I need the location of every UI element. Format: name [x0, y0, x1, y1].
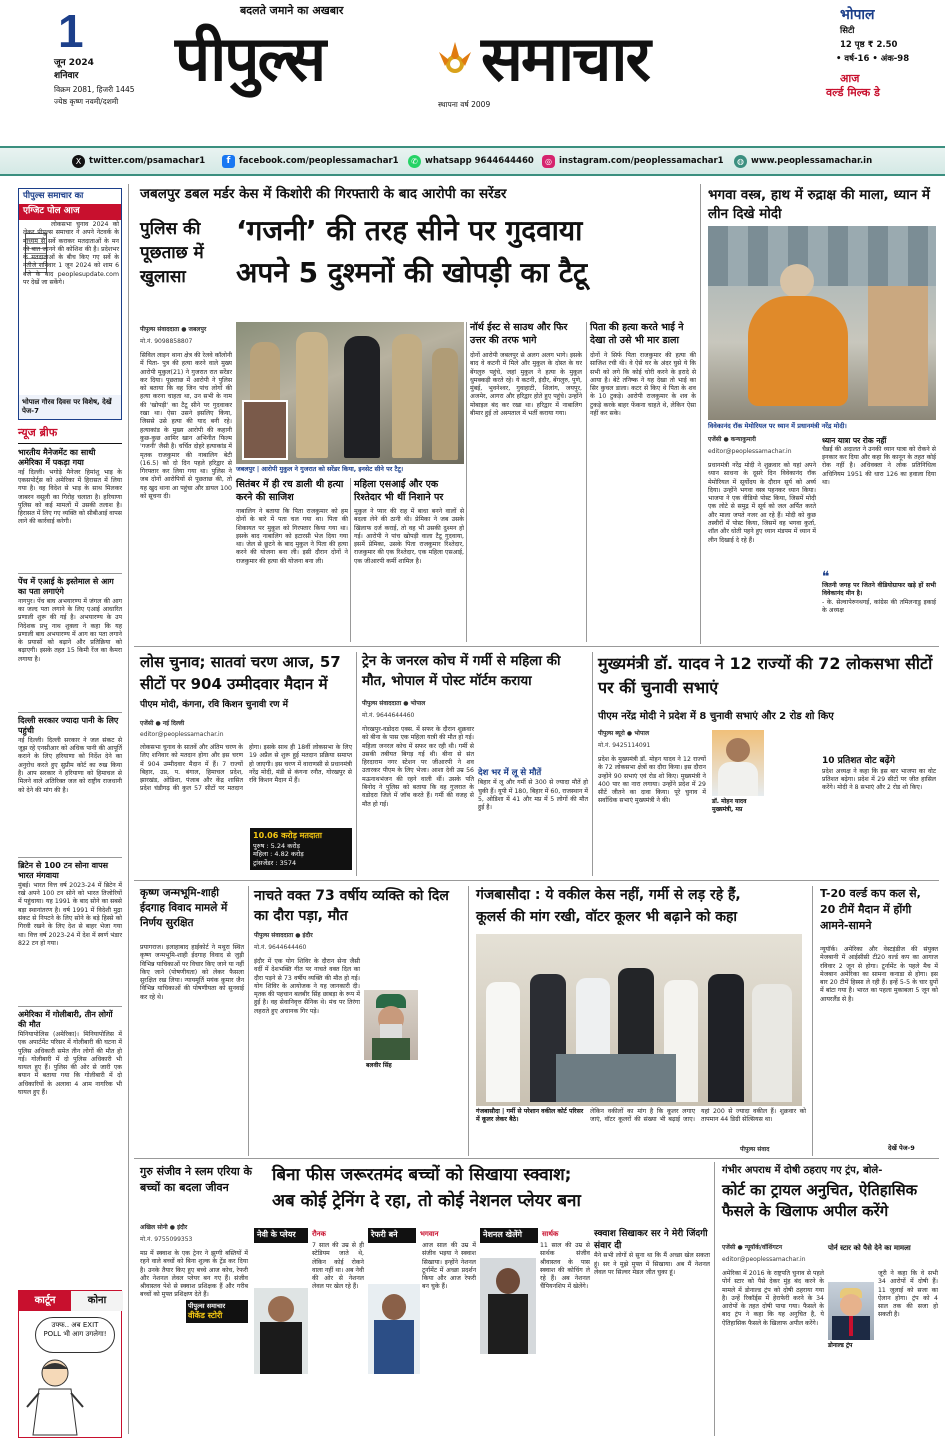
- lead-photo: [236, 322, 464, 464]
- lead-sub1-body: नाबालिग ने बताया कि पिता राजकुमार को हम दोनों के बारे में पता चल गया था। पिता की शिकायत पर मुकुल को गिरफ्तार किया गया था। इसके बाद नाबालिग को इटारसी भेज दिया गया था। जेल से छूटने के बाद मुकुल ने पिता की हत्या करने की योजना बना ली। इसी दौरान दोनों ने राजकुमार की हत्या की योजना बना ली।: [236, 508, 348, 565]
- brief-1-body: नई दिल्ली। भगोड़े मैनेजर हिमांशु भाइ के एकसपोर्ट्स को अमेरिका में हिरासत में लिया गया है। वह विदेश से भाड़ के साथ मिलकर जाबरन वसूली का गिरोह चलाता है। हरियाणा पुलिस को कई मामलों में उसकी तलाश है। हिरासत में लिए गए व्यक्ति को सीबीआई वापस लाने की कार्रवाई करेगी।: [18, 468, 122, 526]
- krishna-headline: कृष्ण जन्मभूमि-शाही ईदगाह विवाद मामले में निर्णय सुरक्षित: [140, 887, 228, 930]
- slum-side-head: गुरु संजीव ने स्लम एरिया के बच्चों का बदला जीवन: [140, 1165, 253, 1194]
- dance-photo: [364, 990, 418, 1060]
- modi-caption: विवेकानंद रॉक मेमोरियल पर ध्यान में प्रधानमंत्री नरेंद्र मोदी।: [708, 422, 847, 430]
- modi-quote: [822, 569, 936, 615]
- election-sub: पीएम मोदी, कंगना, रवि किशन चुनावी रण में: [140, 700, 289, 710]
- exit-poll-box: [18, 188, 122, 420]
- lotus-emblem-icon: [433, 38, 477, 82]
- exit-poll-title2: एग्जिट पोल आज: [19, 204, 121, 220]
- profile-2-tag: रेफरी बने: [368, 1228, 416, 1243]
- edition: भोपाल: [840, 7, 875, 23]
- x-icon: X: [72, 155, 85, 168]
- profile-3-tag: नेशनल खेलेंगे: [480, 1228, 538, 1243]
- profile-3-photo: [480, 1258, 536, 1354]
- cm-side-head: 10 प्रतिशत वोट बढ़ेंगे: [822, 756, 895, 766]
- masthead: [0, 0, 945, 146]
- instagram-handle: instagram.com/peoplessamachar1: [559, 155, 724, 166]
- modi-byline: एजेंसी ● कन्याकुमारी: [708, 436, 756, 443]
- brief-2-body: नागपुर। पेंच बाघ अभयारण्य में जंगल की आग का जल्द पता लगाने के लिए एआई आधारित प्रणाली शुरू की गई है। अभयारण्य के उप निदेशक प्रभु नाथ शुक्ला ने कहा कि यह प्रणाली बाघ अभयारण्य में आग का पता लगाने के प्रयासों को बढ़ाने और प्रतिक्रिया को बढ़ाएगी। इसके तहत 15 किमी रेंज का कैमरा लगाया है।: [18, 597, 122, 663]
- volume: • वर्ष-16 • अंक-98: [836, 54, 910, 64]
- founded-year: स्थापना वर्ष 2009: [438, 100, 491, 109]
- cm-byline: पीपुल्स ब्यूरो ● भोपाल: [598, 730, 650, 737]
- profile-2: [368, 1228, 476, 1436]
- twitter-handle: twitter.com/psamachar1: [89, 155, 206, 166]
- brief-2-head: पेंच में एआई के इस्तेमाल से आग का पता लगाएंगे: [18, 573, 122, 598]
- cm-body: प्रदेश के मुख्यमंत्री डॉ. मोहन यादव ने 12 राज्यों के 72 लोकसभा क्षेत्रों का दौरा किया। इस दौरान उन्होंने 90 सभाएं एवं रोड शो किए। मुख्यमंत्री ने 400 पार का नारा लगाया। उन्होंने प्रदेश में 29 सीटें जीतने का दावा किया। पूरे चुनाव में सर्वाधिक सभाएं मुख्यमंत्री ने की।: [598, 756, 706, 805]
- issue-weekday: शनिवार: [54, 71, 79, 81]
- cm-photo: [712, 730, 764, 796]
- slum-headline-2: अब कोई ट्रेनिंग दे रहा, तो कोई नेशनल प्लेयर बना: [272, 1191, 581, 1211]
- newspaper-logo: [175, 20, 790, 102]
- train-side: [478, 768, 588, 871]
- trump-side-head: पोर्न स्टार को पैसे देने का मामला: [828, 1244, 911, 1252]
- globe-icon: ◍: [734, 155, 747, 168]
- dance-body: इंदौर में एक योग शिविर के दौरान सेना जैसी वर्दी में देशभक्ति गीत पर नाचते वक्त दिल का दौरा पड़ने से 73 वर्षीय व्यक्ति की मौत हो गई। योग शिविर के आयोजक ने यह जानकारी दी। मृतक की पहचान बलबीर सिंह छाबड़ा के रूप में हुई है। वह सेवानिवृत्त सैनिक थे। मंच पर तिरंगा लहराते हुए अचानक गिर पड़े।: [254, 958, 360, 1015]
- trump-email: editor@peoplessamachar.in: [722, 1256, 806, 1263]
- voter-male: पुरुष : 5.24 करोड़: [253, 841, 301, 850]
- whatsapp-icon: ✆: [408, 155, 421, 168]
- election-headline: लोस चुनाव; सातवां चरण आज, 57 सीटों पर 904 उम्मीदवार मैदान में: [140, 653, 341, 693]
- trump-side: [828, 1244, 938, 1253]
- brief-4-body: मुंबई। भारत वित्त वर्ष 2023-24 में ब्रिटेन में रखे अपने 100 टन सोने को भारत तिजोरियों में पहुंचाया। यह 1991 के बाद सोने का सबसे बड़ा स्थानांतरण है। वर्ष 1991 में विदेशी मुद्रा संकट से निपटने के लिए सोने के बड़े हिस्से को गिरवी रखने के लिए देश से बाहर भेजा गया था। वित्त वर्ष 2023-24 में देश में स्वर्ण भंडार 822 टन हो गया।: [18, 881, 122, 947]
- election-stats: [250, 828, 352, 870]
- social-instagram[interactable]: [542, 155, 724, 168]
- trump-photo: [828, 1282, 874, 1340]
- brief-5-body: मिनियापोलिस (अमेरिका)। मिनियापोलिस में एक अपार्टमेंट परिसर में गोलीबारी की घटना में पुलिस अधिकारी समेत तीन लोगों की मौत हो गई। गोलीबारी में दो पुलिस अधिकारी भी घायल हुए हैं। पुलिस की ओर से जारी एक बयान में बताया गया कि गोलीबारी में दो अधिकारियों के अलावा 4 आम नागरिक भी घायल हुए हैं।: [18, 1030, 122, 1097]
- profile-1: [254, 1228, 364, 1436]
- news-brief: [18, 426, 122, 1438]
- ganj-headline-1: गंजबासौदा : ये वकील केस नहीं, गर्मी से लड़ रहे हैं,: [476, 887, 741, 903]
- facebook-icon: f: [222, 155, 235, 168]
- ganj-headline-2: कूलर्स की मांग रखी, वॉटर कूलर भी बढ़ाने को कहा: [476, 909, 738, 925]
- profile-3-body: 11 साल की उम्र से सार्थक संजीव श्रीवास्तव के पास स्क्वाश की कोचिंग ले रहे हैं। अब नेशनल चैंपियनशिप में खेलेंगे।: [540, 1242, 590, 1291]
- social-whatsapp[interactable]: [408, 155, 534, 168]
- social-twitter[interactable]: [72, 155, 205, 168]
- modi-side-head: ध्यान यात्रा पर रोक नहीं: [822, 436, 887, 445]
- city: सिटी: [840, 26, 855, 36]
- issue-day: 1: [58, 5, 84, 57]
- election-byline: एजेंसी ● नई दिल्ली: [140, 720, 185, 727]
- whatsapp-number: whatsapp 9644644460: [425, 155, 534, 166]
- cartoon-label-1: कार्टून: [19, 1291, 71, 1311]
- lead-kicker: जबलपुर डबल मर्डर केस में किशोरी की गिरफ्तारी के बाद आरोपी का सरेंडर: [140, 186, 507, 202]
- lead-sub3-head: नॉर्थ ईस्ट से साउथ और फिर उत्तर की तरफ भागे: [470, 322, 568, 346]
- lead-sub1-head: सितंबर में ही रच डाली थी हत्या करने की साजिश: [236, 479, 344, 504]
- lead-side-head: पुलिस की पूछताछ में खुलासा: [140, 219, 204, 287]
- krishna-body: प्रयागराज। इलाहाबाद हाईकोर्ट ने मथुरा स्थित कृष्ण जन्मभूमि-शाही ईदगाह विवाद से जुड़ी विभिन्न याचिकाओं पर विचार किए जाने या नहीं किए जाने (पोषणीयता) को लेकर फैसला सुरक्षित रख लिया। न्यायमूर्ति मयंक कुमार जैन विभिन्न याचिकाओं की पोषणीयता को सुनवाई कर रहे थे।: [140, 944, 244, 1001]
- today-label: आज: [840, 72, 860, 85]
- facebook-handle: facebook.com/peoplessamachar1: [239, 155, 399, 166]
- train-byline: पीपुल्स संवाददाता ● भोपाल: [362, 700, 426, 707]
- trump-caption: डोनाल्ड ट्रंप: [828, 1342, 853, 1349]
- lead-mobile: मो.नं. 9098858807: [140, 338, 193, 345]
- voter-transgender: ट्रांसजेंडर : 3574: [253, 858, 297, 867]
- profile-1-tag: नेवी के प्लेयर: [254, 1228, 308, 1243]
- slum-quote: [594, 1228, 710, 1412]
- election-email: editor@peoplessamachar.in: [140, 731, 224, 738]
- cartoon-figure-icon: [25, 1355, 85, 1435]
- exit-poll-footer: भोपाल गौरव दिवस पर विशेष, देखें पेज-7: [19, 395, 121, 419]
- t20-body: न्यूयॉर्क। अमेरिका और वेस्टइंडीज की संयुक्त मेजबानी में आईसीसी टी20 वर्ल्ड कप का आगाज रविवार 2 जून से होगा। टूर्नामेंट के पहले मैच में मेजबान अमेरिका का सामना कनाडा से होगा। इस बार 20 टीमें हिस्सा ले रही हैं। इन्हें 5-5 के चार ग्रुपों में बांटा गया है। भारत का पहला मुकाबला 5 जून को आयरलैंड से है।: [820, 946, 938, 1003]
- logo-left: पीपुल्स: [175, 22, 325, 95]
- tagline: बदलते जमाने का अखबार: [240, 4, 344, 17]
- lead-body: सिविल लाइन थाना क्षेत्र की रेलवे कॉलोनी में पिता- पुत्र की हत्या करने वाले मुख्य आरोपी मुकुल(21) ने गुजरात रात सरेंडर कर दिया। पूछताछ में आरोपी ने पुलिस को बताया कि वह जिन पांच लोगों की हत्या करना चाहता था, उन सभी के नाम की 'खोपड़ी' का टैटू सीने पर गुदवाकर रखा था। ऐसा उसने इसलिए किया, जिससे उसे हत्या की याद बनी रहे। हत्याकांड के मुख्य आरोपी की कहानी कुछ-कुछ आमिर खान अभिनीत फिल्म 'गजनी' जैसी है। चर्चित दोहरे हत्याकांड में मृतक राजकुमार की नाबालिग बेटी (16.5) को दो दिन पहले हरिद्वार से गिरफ्तार कर लिया गया था। पुलिस ने जब दोनों आरोपियों से पूछताछ की, तो यह खुद थाना आ पहुंचा और डायल 100 को सूचना दी।: [140, 352, 232, 501]
- logo-right: समाचार: [481, 22, 649, 95]
- trump-side-body: जूरी ने कहा कि वे सभी 34 आरोपों में दोषी हैं। 11 जुलाई को सजा का ऐलान होगा। ट्रंप को 4 साल तक की सजा हो सकती है।: [878, 1270, 938, 1319]
- modi-quote-text: जितनी जगह पर जितने वीडियोग्राफर खड़े हों सभी विवेकानंद मीन है।: [822, 582, 936, 598]
- brief-3-head: दिल्ली सरकार ज्यादा पानी के लिए पहुंची: [18, 712, 122, 737]
- dance-byline: पीपुल्स संवाददाता ● इंदौर: [254, 932, 313, 939]
- ganj-caption: गंजबासौदा | गर्मी से परेशान वकील कोर्ट परिसर में कूलर लेकर बैठे।: [476, 1108, 584, 1124]
- profile-2-body: आज साल की उम्र में संजीव भइया ने स्क्वाश सिखाया। इन्होंने नेशनल टूर्नामेंट में अच्छा प्रदर्शन किया और आज रेफरी बन चुके हैं।: [422, 1242, 476, 1291]
- instagram-icon: ◎: [542, 155, 555, 168]
- dance-mobile: मो.नं. 9644644460: [254, 944, 307, 951]
- cartoon-speech: उफ्फ.. अब EXIT POLL भी आग उगलेगा!: [35, 1317, 115, 1353]
- lead-sub3-body: दोनों आरोपी जबलपुर से अलग अलग भागे। इसके बाद वे कटनी में मिले और मुकुल के दोस्त के घर बेंगलुरु पहुंचे, जहां मुकुल ने हत्या के मुकुल धुमक्कड़ी करते रहे। ये कटनी, इंदौर, बेंगलुरु, पुणे, मुंबई, भुवनेश्वर, गुवाहाटी, शिलांग, जयपुर, अजमेर, आगरा और हरिद्वार होते हुए पहुंचे। उन्होंने मोबाइल बंद कर रखा था। हरिद्वार में नाबालिग बीमार हुई तो अस्पताल में भर्ती कराया गया।: [470, 352, 582, 418]
- lead-sub4-head: पिता की हत्या करते भाई ने देखा तो उसे भी मार डाला: [590, 322, 684, 346]
- quote-icon: ❝: [822, 569, 830, 585]
- train-side-body: बिहार में लू और गर्मी से 300 से ज्यादा मौतें हो चुकी हैं। यूपी में 180, बिहार में 60, राजस्थान में 5, ओडिशा में 41 और मप्र में 5 लोगों की मौत हुई है।: [478, 779, 588, 812]
- brief-1-head: भारतीय मैनेजमेंट का साथी अमेरिका में पकड़ा गया: [18, 447, 96, 468]
- lead-headline-2: अपने 5 दुश्मनों की खोपड़ी का टैटू: [236, 256, 588, 289]
- slum-headline-1: बिना फीस जरूरतमंद बच्चों को सिखाया स्क्वाश;: [272, 1165, 572, 1185]
- profile-3-name: सार्थक: [542, 1230, 559, 1238]
- slum-byline: अखिल सोनी ● इंदौर: [140, 1224, 188, 1231]
- cartoon-label-2: कोना: [71, 1291, 123, 1311]
- slum-quote-body: मैने सभी लोगों से सुना था कि मैं अच्छा खेल सकता हूं। सर ने मुझे मुफ्त में सिखाया। अब मैं नेशनल लेवल पर सिल्वर मेडल जीत चुका हूं।: [594, 1252, 710, 1276]
- modi-body: प्रधानमंत्री नरेंद्र मोदी ने शुक्रवार को यहां अपने ध्यान साधना के दूसरे दिन विवेकानंद रॉक मेमोरियल में सूर्योदय के दौरान सूर्य को अर्घ्य दिया। उन्होंने भगवा वस्त्र पहनकर ध्यान किया। भाजपा ने एक वीडियो पोस्ट किया, जिसमें मोदी एक लोटे से समुद्र में सूर्य को जल अर्पित करते और माला जपते नजर आ रहे हैं। मोदी को कुछ तस्वीरों में पोस्ट किया, जिसमें वह भगवा कुर्ता, शॉल और धोती पहने हुए ध्यान मंडपम में ध्यान में लीन दिखाई दे रहे हैं।: [708, 462, 816, 544]
- vikram-samvat: विक्रम 2081, हिजरी 1445: [54, 85, 135, 94]
- dance-caption: बलवीर सिंह: [366, 1062, 392, 1069]
- exit-poll-title1: पीपुल्स समाचार का: [23, 191, 84, 201]
- train-side-head: देश भर में लू से मौतें: [478, 768, 542, 778]
- profile-1-name: रौनक: [312, 1230, 326, 1238]
- profile-3: [480, 1228, 590, 1436]
- weekend-badge: [186, 1300, 248, 1323]
- t20-headline: T-20 वर्ल्ड कप कल से, 20 टीमें मैदान में होंगी आमने-सामने: [820, 887, 921, 932]
- social-website[interactable]: [734, 155, 872, 168]
- cm-headline: मुख्यमंत्री डॉ. यादव ने 12 राज्यों की 72 लोकसभा सीटों पर कीं चुनावी सभाएं: [598, 654, 933, 697]
- train-headline: ट्रेन के जनरल कोच में गर्मी से महिला की मौत, भोपाल में पोस्ट मॉर्टम कराया: [362, 653, 561, 689]
- cartoon-corner: [18, 1290, 122, 1438]
- social-bar: [0, 146, 945, 176]
- trump-headline-1: गंभीर अपराध में दोषी ठहराए गए ट्रंप, बोले-: [722, 1165, 883, 1176]
- modi-photo: [708, 226, 936, 420]
- brief-4-head: ब्रिटेन से 100 टन सोना वापस भारत मंगवाया: [18, 857, 122, 882]
- cm-sub: पीएम नरेंद्र मोदी ने प्रदेश में 8 चुनावी सभाएं और 2 रोड शो किए: [598, 711, 834, 722]
- lead-photo-caption: जबलपुर | आरोपी मुकुल ने गुजरात को सरेंडर किया, इनसेट सीने पर टैटू।: [236, 466, 404, 473]
- trump-byline: एजेंसी ● न्यूयॉर्क/वॉशिंगटन: [722, 1244, 783, 1251]
- slum-mobile: मो.नं. 9755099353: [140, 1236, 193, 1243]
- modi-quote-by: - के. सेल्वापेरुनथगई, कांग्रेस की तमिलनाडु इकाई के अध्यक्ष: [822, 598, 936, 614]
- weekend-label: वीकेंड स्टोरी: [188, 1310, 223, 1320]
- weekend-top: पीपुल्स समाचार: [188, 1302, 226, 1310]
- lead-sub2-body: मुकुल ने प्यार की राह में बाधा बनने वालों से बदला लेने की ठानी थी। प्रेमिका ने जब उसके खिलाफ दर्ज कराई, तो वह भी उसकी दुश्मन हो गई। आरोपी ने पांच खोपड़ी वाला टैटू गुदवाया, इसमें प्रेमिका, उसके पिता राजकुमार रिश्तेदार, राजकुमार की एक रिश्तेदार, एक महिला एसआई, एक जीआरपी कर्मी शामिल है।: [354, 508, 464, 565]
- dance-headline: नाचते वक्त 73 वर्षीय व्यक्ति को दिल का दौरा पड़ा, मौत: [254, 888, 449, 925]
- ganj-byline: पीपुल्स संवाद: [740, 1146, 770, 1153]
- train-body: गोरखपुर-वडोदरा एक्स. में सफर के दौरान शुक्रवार को बीना के पास एक महिला यात्री की मौत हो गई। महिला जनरल कोच में सफर कर रही थी। गर्मी से उसकी तबीयत बिगड़ गई थी। बीना से संत हिरदाराम नगर स्टेशन पर जीआरपी ने शव उतारकर पीएम के लिए भेजा। आशा देवी उम्र 56 मऊनाथभंजन की रहने वाली थीं। उसके पति बिनोद ने पुलिस को बताया कि वह गुजरात के वडोदरा जिले में जॉब करते हैं। गर्मी की वजह से मौत हो गई।: [362, 726, 474, 808]
- pages-price: 12 पृष्ठ ₹ 2.50: [840, 40, 898, 50]
- t20-more: देखें पेज-9: [888, 1144, 915, 1152]
- modi-email: editor@peoplessamachar.in: [708, 448, 792, 455]
- profile-1-body: 7 साल की उम्र से ही स्टेडियम जाते थे, लेकिन कोई रोकने वाला नहीं था। अब नेवी की ओर से नेशनल लेवल पर खेल रहे हैं।: [312, 1242, 364, 1291]
- website-url: www.peoplessamachar.in: [751, 155, 873, 166]
- ganj-body: लेकिन वकीलों का मांग है कि कूलर लगाए जाएं, वॉटर कूलरों की संख्या भी बढ़ाई जाए। यहां 200 से ज्यादा वकील हैं। शुक्रवार को तापमान 44 डिग्री सेल्सियस था।: [590, 1108, 806, 1124]
- ganj-photo: [476, 934, 802, 1106]
- modi-headline: भगवा वस्त्र, हाथ में रुद्राक्ष की माला, ध्यान में लीन दिखे मोदी: [708, 187, 930, 223]
- cm-mobile: मो.नं. 9425114091: [598, 742, 651, 749]
- exit-poll-body: लोकसभा चुनाव 2024 को लेकर पीपुल्स समाचार ने अपने नेटवर्क के माध्यम से सर्वे कराकर मतदाताओं के मन की बात जानने की कोशिश की है। प्रदेशभर के मतदाताओं के बीच किए गए सर्वे के नतीजे शनिवार 1 जून 2024 को शाम 6 बजे के बाद peoplesupdate.com पर देखें जा सकेंगे।: [23, 221, 119, 287]
- voter-total: 10.06 करोड़ मतदाता: [253, 831, 322, 840]
- tithi: ज्येष्ठ कृष्ण नवमी/दशमी: [54, 97, 119, 106]
- profile-2-name: भगवान: [420, 1230, 439, 1238]
- issue-date: जून 2024: [54, 58, 94, 68]
- today-day: वर्ल्ड मिल्क डे: [826, 86, 880, 99]
- election-body: लोकसभा चुनाव के सातवें और अंतिम चरण के लिए शनिवार को मतदान होगा और इस चरण में 904 उम्मीदवार मैदान में हैं। 7 राज्यों बिहार, उप्र, प. बंगाल, हिमाचल प्रदेश, झारखंड, ओडिशा, पंजाब और केंद्र शासित प्रदेश चंडीगढ़ की कुल 57 सीटों पर मतदान होगा। इसके साथ ही 18वीं लोकसभा के लिए 19 अप्रैल से शुरू हुई मतदान प्रक्रिया समाप्त हो जाएगी। इस चरण में वाराणसी से प्रधानमंत्री नरेंद्र मोदी, मंडी से कंगना रनौत, गोरखपुर से रवि किशन मैदान में हैं।: [140, 744, 352, 793]
- social-facebook[interactable]: [222, 155, 399, 168]
- cm-side-body: प्रदेश अध्यक्ष ने कहा कि इस बार भाजपा का वोट प्रतिशत बढ़ेगा। प्रदेश में 29 सीटों पर जीत हासिल करेंगे। मोदी ने 8 सभाएं और 2 रोड शो किए।: [822, 767, 936, 792]
- lead-byline: पीपुल्स संवाददाता ● जबलपुर: [140, 326, 207, 333]
- cm-side: [822, 756, 936, 868]
- slum-body: मप्र में स्क्वाश के एक ट्रेनर ने झुग्गी बस्तियों में रहने वाले बच्चों को बिना शुल्क के ट्रेंड कर दिया है। उनके तैयार किए हुए बच्चे आज कोच, रेफरी और नेशनल लेवल प्लेयर बन गए हैं। संजीव श्रीवास्तव पेशे से स्क्वाश प्रशिक्षक हैं और गरीब बच्चों को मुफ्त प्रशिक्षण देते हैं।: [140, 1250, 248, 1299]
- profile-1-photo: [254, 1288, 308, 1374]
- slum-quote-head: स्क्वाश सिखाकर सर ने मेरी जिंदगी संवार दी: [594, 1229, 708, 1252]
- brief-5-head: अमेरिका में गोलीबारी, तीन लोगों की मौत: [18, 1006, 122, 1031]
- lead-sub4-body: दोनों ने सिर्फ पिता राजकुमार की हत्या की साजिश रची थी। वे ऐसे घर के अंदर घुसे ये कि सभी को लगे कि कोई चोरी करने के इरादे से आया है। बेटे तनिष्क ने यह देखा तो भाई का सिर कुचल डाला। कटर से किए थे पिता के शव के 10 टुकड़े। आरोपी राजकुमार के शव के टुकड़े करके बाहर फेंकना चाहते थे, लेकिन ऐसा नहीं कर सके।: [590, 352, 696, 418]
- profile-2-photo: [368, 1284, 420, 1374]
- trump-headline-2: कोर्ट का ट्रायल अनुचित, ऐतिहासिक फैसले के खिलाफ अपील करेंगे: [722, 1181, 918, 1221]
- lead-headline-1: ‘गजनी’ की तरह सीने पर गुदवाया: [236, 214, 583, 247]
- cm-caption: डॉ. मोहन यादव मुख्यमंत्री, मप्र: [712, 798, 747, 813]
- modi-side-body: चैन्नई की अदालत ने उनकी ध्यान यात्रा को रोकने से इनकार कर दिया और कहा कि कानून के तहत कोई रोक नहीं है। अधिवक्ता ने लोक प्रतिनिधित्व अधिनियम 1951 की धारा 126 का हवाला दिया था।: [822, 445, 936, 487]
- modi-side: [822, 436, 936, 570]
- news-brief-label: न्यूज ब्रीफ: [18, 426, 122, 444]
- lead-sub2-head: महिला एसआई और एक रिश्तेदार भी थीं निशाने पर: [354, 479, 444, 504]
- trump-body: अमेरिका में 2016 के राष्ट्रपति चुनाव से पहले पोर्न स्टार को पैसे देकर मुंह बंद करने के मामले में डोनाल्ड ट्रंप को दोषी ठहराया गया है। उन्हें रिकॉर्ड्स में हेराफेरी करने के 34 आरोपों के तहत दोषी पाया गया। फैसले के बाद ट्रंप ने कहा कि यह अनुचित है, ये ऐतिहासिक फैसले के खिलाफ अपील करेंगे।: [722, 1270, 824, 1327]
- brief-3-body: नई दिल्ली। दिल्ली सरकार ने जल संकट से जूझ रहे एनसीआर को अधिक पानी की आपूर्ति कराने के लिए हरियाणा को निर्देश देने का अनुरोध करते हुए सुप्रीम कोर्ट का रुख किया है। आप सरकार ने हरियाणा को हिमाचल से मिलने वाले अतिरिक्त जल को राष्ट्रीय राजधानी को देने की मांग की है।: [18, 736, 122, 794]
- train-mobile: मो.नं. 9644644460: [362, 712, 415, 719]
- voter-female: महिला : 4.82 करोड़: [253, 850, 304, 859]
